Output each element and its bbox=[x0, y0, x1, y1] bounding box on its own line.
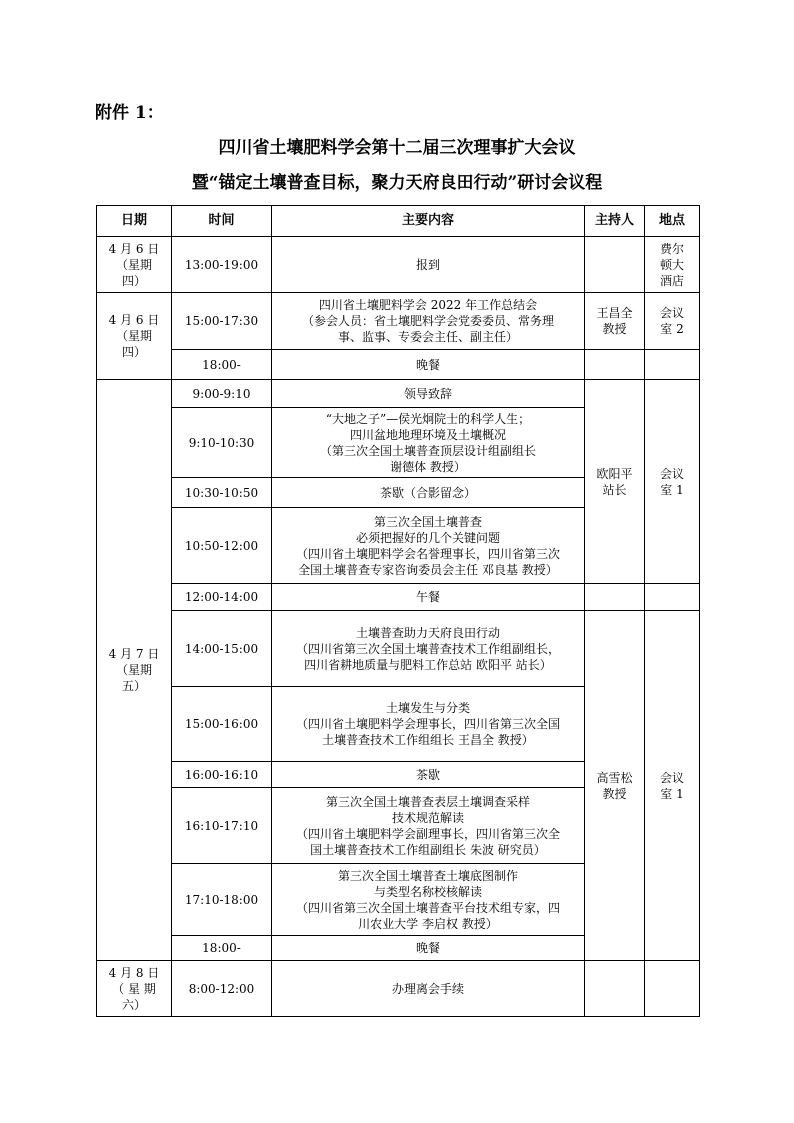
table-row bbox=[97, 350, 700, 380]
document-subtitle: 暨“锚定土壤普查目标，聚力天府良田行动”研讨会议程 bbox=[191, 173, 603, 193]
table-row bbox=[97, 584, 700, 611]
date-cell: 4 月 7 日 （星期 五） bbox=[97, 380, 172, 961]
place-cell bbox=[645, 961, 700, 1017]
host-cell: 高雪松 教授 bbox=[585, 611, 645, 961]
content-cell: 报到 bbox=[272, 237, 585, 293]
host-cell: 王昌全 教授 bbox=[585, 293, 645, 350]
time-cell: 16:00-16:10 bbox=[172, 762, 272, 788]
time-cell: 18:00- bbox=[172, 350, 272, 380]
content-cell: 第三次全国土壤普查土壤底图制作 与类型名称校核解读 （四川省第三次全国土壤普查平台技术组专家，四 川农业大学 李启权 教授） bbox=[272, 864, 585, 936]
place-cell: 会议 室 2 bbox=[645, 293, 700, 350]
content-cell: 第三次全国土壤普查表层土壤调查采样 技术规范解读 （四川省土壤肥料学会副理事长，四川省第三次全 国土壤普查技术工作组副组长 朱波 研究员） bbox=[272, 788, 585, 864]
header-time: 时间 bbox=[172, 206, 272, 237]
table-row bbox=[97, 293, 700, 350]
time-cell: 15:00-16:00 bbox=[172, 687, 272, 762]
content-cell: 晚餐 bbox=[272, 936, 585, 961]
table-row bbox=[97, 611, 700, 687]
header-content: 主要内容 bbox=[272, 206, 585, 237]
time-cell: 17:10-18:00 bbox=[172, 864, 272, 936]
content-cell: 土壤普查助力天府良田行动 （四川省第三次全国土壤普查技术工作组副组长， 四川省耕地质量与肥料工作总站 欧阳平 站长） bbox=[272, 611, 585, 687]
header-row bbox=[97, 206, 700, 237]
time-cell: 9:10-10:30 bbox=[172, 408, 272, 478]
content-cell: 茶歇 bbox=[272, 762, 585, 788]
place-cell: 会议 室 1 bbox=[645, 611, 700, 961]
time-cell: 10:30-10:50 bbox=[172, 478, 272, 508]
time-cell: 9:00-9:10 bbox=[172, 380, 272, 408]
content-cell: 晚餐 bbox=[272, 350, 585, 380]
host-cell bbox=[585, 584, 645, 611]
content-cell: 茶歇（合影留念） bbox=[272, 478, 585, 508]
place-cell: 费尔 顿大 酒店 bbox=[645, 237, 700, 293]
host-cell bbox=[585, 961, 645, 1017]
header-place: 地点 bbox=[645, 206, 700, 237]
time-cell: 15:00-17:30 bbox=[172, 293, 272, 350]
content-cell: 领导致辞 bbox=[272, 380, 585, 408]
place-cell: 会议 室 1 bbox=[645, 380, 700, 584]
time-cell: 14:00-15:00 bbox=[172, 611, 272, 687]
table-row bbox=[97, 961, 700, 1017]
date-cell: 4 月 6 日 （星期 四） bbox=[97, 293, 172, 380]
document-title: 四川省土壤肥料学会第十二届三次理事扩大会议 bbox=[218, 138, 576, 158]
time-cell: 12:00-14:00 bbox=[172, 584, 272, 611]
content-cell: “大地之子”—侯光炯院士的科学人生； 四川盆地地理环境及土壤概况 （第三次全国土壤普查顶层设计组副组长 谢德体 教授） bbox=[272, 408, 585, 478]
host-cell bbox=[585, 350, 645, 380]
content-cell: 午餐 bbox=[272, 584, 585, 611]
content-cell: 四川省土壤肥料学会 2022 年工作总结会 （参会人员：省土壤肥料学会党委委员、常务理 事、监事、专委会主任、副主任） bbox=[272, 293, 585, 350]
date-cell: 4 月 6 日 （星期 四） bbox=[97, 237, 172, 293]
header-host: 主持人 bbox=[585, 206, 645, 237]
place-cell bbox=[645, 350, 700, 380]
host-cell bbox=[585, 237, 645, 293]
time-cell: 16:10-17:10 bbox=[172, 788, 272, 864]
agenda-table bbox=[96, 205, 700, 1017]
time-cell: 8:00-12:00 bbox=[172, 961, 272, 1017]
table-row bbox=[97, 237, 700, 293]
place-cell bbox=[645, 584, 700, 611]
time-cell: 10:50-12:00 bbox=[172, 508, 272, 584]
table-row bbox=[97, 380, 700, 408]
header-date: 日期 bbox=[97, 206, 172, 237]
date-cell: 4 月 8 日 （ 星 期 六） bbox=[97, 961, 172, 1017]
host-cell: 欧阳平 站长 bbox=[585, 380, 645, 584]
content-cell: 第三次全国土壤普查 必须把握好的几个关键问题 （四川省土壤肥料学会名誉理事长，四川省第三次 全国土壤普查专家咨询委员会主任 邓良基 教授） bbox=[272, 508, 585, 584]
content-cell: 土壤发生与分类 （四川省土壤肥料学会理事长，四川省第三次全国 土壤普查技术工作组组长 王昌全 教授） bbox=[272, 687, 585, 762]
content-cell: 办理离会手续 bbox=[272, 961, 585, 1017]
time-cell: 13:00-19:00 bbox=[172, 237, 272, 293]
time-cell: 18:00- bbox=[172, 936, 272, 961]
attachment-label: 附件 1： bbox=[95, 103, 164, 123]
